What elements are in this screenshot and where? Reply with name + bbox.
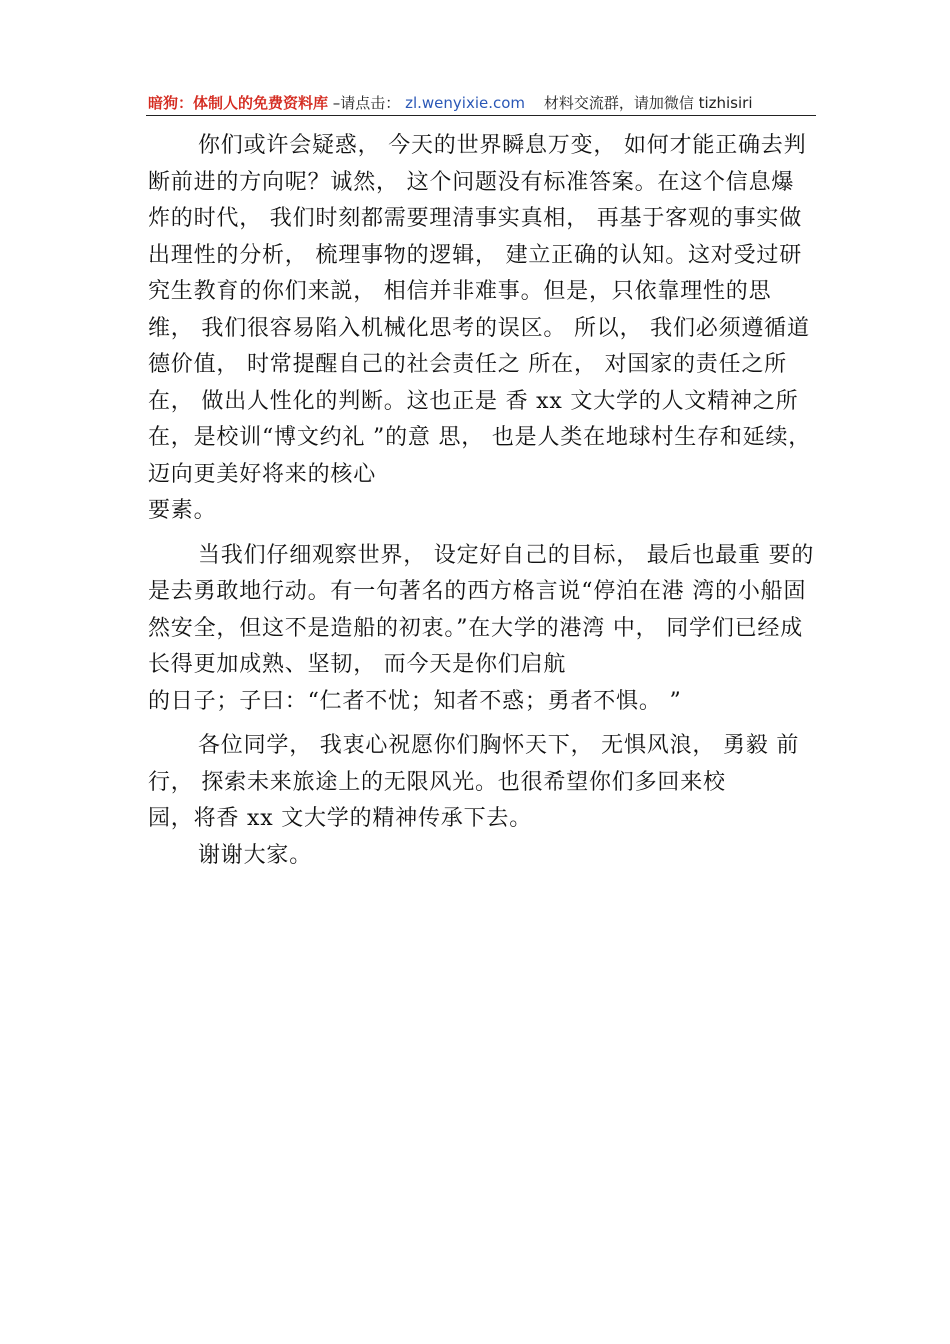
header-wechat-note: 材料交流群，请加微信 tizhisiri	[543, 94, 753, 112]
header-link[interactable]: zl.wenyixie.com	[405, 94, 526, 112]
paragraph-continuation: 要素。	[148, 498, 217, 523]
header-prompt: –请点击：	[332, 94, 401, 112]
paragraph-blessing: 各位同学， 我衷心祝愿你们胸怀天下， 无惧风浪， 勇毅 前行， 探索未来旅途上的无限风光。也很希望你们多回来校	[148, 733, 800, 795]
paragraph-reason-and-morality: 你们或许会疑惑， 今天的世界瞬息万变， 如何才能正确去判断前进的方向呢？诚然， 这个问题没有标准答案。在这个信息爆炸的时代， 我们时刻都需要理清事实真相， 再基于客观的事实做出理性的分析， 梳理事物的逻辑， 建立正确的认知。这对受过研究生教育的你们来説， 相信并非难事。但是，只依靠理性的思维， 我们很容易陷入机械化思考的误区。 所以， 我们必须遵循道德价值， 时常提醒自己的社会责任之 所在， 对国家的责任之所在， 做出人性化的判断。这也正是 香 xx 文大学的人文精神之所在，是校训“博文约礼 ”的意 思， 也是人类在地球村生存和延续， 迈向更美好将来的核心	[148, 133, 812, 487]
paragraph-confucius-quote: 的日子；子曰：“仁者不忧；知者不惑；勇者不惧。 ”	[148, 688, 682, 714]
paragraph-take-action: 当我们仔细观察世界， 设定好自己的目标， 最后也最重 要的是去勇敢地行动。有一句著名的西方格言说“停泊在港 湾的小船固然安全，但这不是造船的初衷。”在大学的港湾 中， 同学们已经成长得更加成熟、坚韧， 而今天是你们启航	[148, 542, 815, 677]
document-body	[148, 128, 816, 874]
header-divider	[146, 115, 816, 116]
paragraph-inherit-spirit: 园，将香 xx 文大学的精神传承下去。	[148, 806, 533, 831]
paragraph-thanks: 谢谢大家。	[198, 842, 313, 868]
header-site-name: 暗狗：体制人的免费资料库	[148, 94, 329, 112]
page-header	[148, 92, 816, 114]
